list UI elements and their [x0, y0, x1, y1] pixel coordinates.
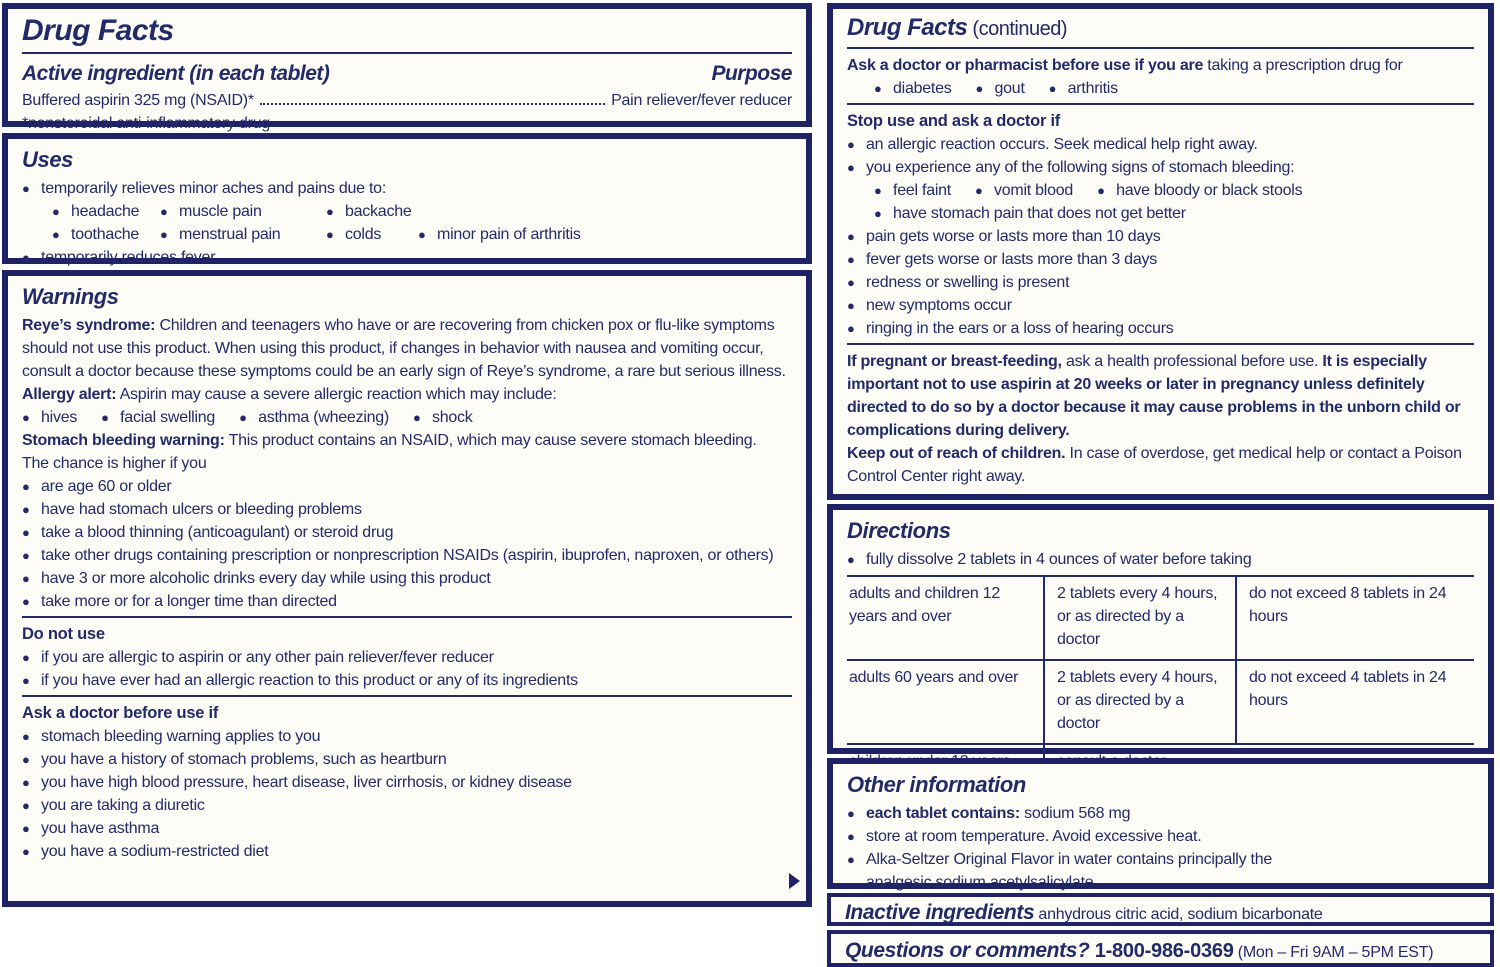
reyes-label: Reye’s syndrome:	[22, 317, 156, 334]
dosage-cell-max: do not exceed 8 tablets in 24 hours	[1235, 575, 1474, 659]
divider	[847, 103, 1474, 105]
allergy-bullets	[22, 406, 792, 429]
directions-bullet: ● fully dissolve 2 tablets in 4 ounces of water before taking	[847, 548, 1474, 571]
ask-pharmacist-rest: taking a prescription drug for	[1203, 57, 1403, 74]
condition-item: ● diabetes	[874, 77, 952, 100]
ask-pharmacist-bullets	[874, 77, 1474, 100]
ask-doctor-item: ● you have high blood pressure, heart disease, liver cirrhosis, or kidney disease	[22, 771, 792, 794]
chance-item: ● have 3 or more alcoholic drinks every day while using this product	[22, 567, 792, 590]
keep-out-paragraph	[847, 442, 1474, 488]
drug-facts-continued-title	[847, 13, 1474, 44]
stop-use-item: ● pain gets worse or lasts more than 10 days	[847, 225, 1474, 248]
use-item: ● colds	[326, 223, 418, 246]
inactive-ingredients-text: anhydrous citric acid, sodium bicarbonate	[1034, 906, 1323, 923]
stop-use-item: ● redness or swelling is present	[847, 271, 1474, 294]
warnings-heading: Warnings	[22, 284, 119, 309]
phone-hours: (Mon – Fri 9AM – 5PM EST)	[1233, 944, 1434, 961]
ask-doctor-item: ● you are taking a diuretic	[22, 794, 792, 817]
left-panel	[2, 3, 812, 967]
use-item: ● menstrual pain	[160, 223, 326, 246]
bleeding-signs	[874, 179, 1474, 202]
other-info-item	[847, 802, 1474, 825]
reyes-paragraph	[22, 314, 792, 383]
uses-heading: Uses	[22, 147, 73, 172]
dosage-cell-dose: 2 tablets every 4 hours, or as directed by a doctor	[1043, 575, 1235, 659]
sign-item: ● have stomach pain that does not get better	[874, 202, 1474, 225]
dotted-leader	[260, 103, 605, 105]
use-item: ● muscle pain	[160, 200, 326, 223]
do-not-use-heading: Do not use	[22, 625, 105, 643]
divider	[22, 695, 792, 697]
sodium-value: sodium 568 mg	[1019, 805, 1131, 822]
use-item: ● minor pain of arthritis	[418, 223, 792, 246]
purpose-heading: Purpose	[711, 62, 792, 85]
chance-item: ● have had stomach ulcers or bleeding problems	[22, 498, 792, 521]
chance-item: ● are age 60 or older	[22, 475, 792, 498]
chance-item: ● take a blood thinning (anticoagulant) or steroid drug	[22, 521, 792, 544]
allergy-text: Aspirin may cause a severe allergic reaction which may include:	[116, 386, 557, 403]
ask-doctor-item: ● you have a history of stomach problems, such as heartburn	[22, 748, 792, 771]
reyes-text: Children and teenagers who have or are recovering from chicken pox or flu-like symptoms should not use this product. When using this product, if changes in behavior with nausea and vomiting occur, consult a doctor because these symptoms could be an early sign of Reye’s syndrome, a rare but serious illness.	[22, 317, 786, 380]
ask-doctor-item: ● stomach bleeding warning applies to you	[22, 725, 792, 748]
stomach-text: This product contains an NSAID, which may cause severe stomach bleeding.	[224, 432, 757, 449]
dosage-cell-who: adults and children 12 years and over	[847, 575, 1043, 659]
stop-use-item: ● an allergic reaction occurs. Seek medical help right away.	[847, 133, 1474, 156]
inactive-ingredients-box	[827, 893, 1494, 926]
divider	[22, 616, 792, 618]
allergy-item: ● asthma (wheezing)	[239, 406, 389, 429]
directions-box	[827, 504, 1494, 754]
continued-box	[827, 3, 1494, 500]
stop-use-item: ● new symptoms occur	[847, 294, 1474, 317]
continued-arrow-icon	[789, 873, 800, 889]
active-ingredient-box	[2, 3, 812, 132]
use-item: ● toothache	[52, 223, 160, 246]
sign-item: ● vomit blood	[975, 179, 1073, 202]
other-information-box	[827, 758, 1494, 889]
drug-facts-title: Drug Facts	[22, 14, 174, 47]
allergy-label: Allergy alert:	[22, 386, 117, 403]
stop-use-item: ● ringing in the ears or a loss of hearing occurs	[847, 317, 1474, 340]
do-not-use-item: ● if you have ever had an allergic reaction to this product or any of its ingredients	[22, 669, 792, 692]
other-info-item: ● Alka-Seltzer Original Flavor in water contains principally the analgesic sodium acetylsalicylate	[847, 848, 1317, 894]
pregnancy-bold: If pregnant or breast-feeding,	[847, 353, 1062, 370]
ingredient-name: Buffered aspirin 325 mg (NSAID)*	[22, 92, 254, 109]
pregnancy-warning-bold: It is especially important not to use aspirin at 20 weeks or later in pregnancy unless definitely directed to do so by a doctor because it may cause problems in the unborn child or complications during delivery.	[847, 353, 1461, 439]
ask-pharmacist-bold: Ask a doctor or pharmacist before use if you are	[847, 57, 1204, 74]
stomach-paragraph	[22, 429, 792, 452]
right-panel	[827, 3, 1494, 967]
do-not-use-item: ● if you are allergic to aspirin or any other pain reliever/fever reducer	[22, 646, 792, 669]
warnings-box	[2, 270, 812, 907]
drug-facts-title: Drug Facts	[847, 14, 968, 41]
uses-intro: ● temporarily relieves minor aches and pains due to:	[22, 177, 792, 200]
phone-number: 1-800-986-0369	[1089, 940, 1234, 962]
pregnancy-paragraph	[847, 350, 1474, 442]
use-item: ● backache	[326, 200, 418, 223]
pregnancy-regular: ask a health professional before use.	[1061, 353, 1323, 370]
divider	[847, 343, 1474, 345]
stomach-label: Stomach bleeding warning:	[22, 432, 225, 449]
stop-use-item: ● you experience any of the following signs of stomach bleeding:	[847, 156, 1474, 179]
dosage-cell-dose: 2 tablets every 4 hours, or as directed by a doctor	[1043, 659, 1235, 743]
divider	[847, 47, 1474, 49]
allergy-item: ● facial swelling	[101, 406, 215, 429]
other-info-item: ● store at room temperature. Avoid excessive heat.	[847, 825, 1474, 848]
ask-pharmacist-lead	[847, 54, 1474, 77]
dosage-table	[847, 575, 1474, 775]
sign-item: ● have bloody or black stools	[1097, 179, 1302, 202]
chance-intro: The chance is higher if you	[22, 455, 207, 472]
continued-suffix: (continued)	[967, 18, 1067, 40]
questions-heading: Questions or comments?	[845, 939, 1090, 962]
directions-heading: Directions	[847, 518, 951, 543]
ask-doctor-item: ● you have asthma	[22, 817, 792, 840]
use-item: ● headache	[52, 200, 160, 223]
ask-doctor-heading: Ask a doctor before use if	[22, 704, 219, 722]
sodium-label: each tablet contains:	[866, 805, 1020, 822]
chance-item: ● take more or for a longer time than directed	[22, 590, 792, 613]
uses-sub-bullets	[52, 200, 792, 246]
condition-item: ● gout	[976, 77, 1025, 100]
uses-fever: ● temporarily reduces fever	[22, 246, 792, 269]
condition-item: ● arthritis	[1049, 77, 1118, 100]
other-information-heading: Other information	[847, 772, 1026, 797]
questions-box	[827, 930, 1494, 967]
uses-box	[2, 133, 812, 264]
divider	[22, 52, 792, 54]
nsaid-footnote: *nonsteroidal anti-inflammatory drug	[22, 115, 271, 132]
stop-use-item: ● fever gets worse or lasts more than 3 days	[847, 248, 1474, 271]
stop-use-heading: Stop use and ask a doctor if	[847, 112, 1061, 130]
keep-out-bold: Keep out of reach of children.	[847, 445, 1066, 462]
ingredient-row	[22, 89, 792, 112]
dosage-cell-max: do not exceed 4 tablets in 24 hours	[1235, 659, 1474, 743]
allergy-item: ● shock	[413, 406, 473, 429]
ask-doctor-item: ● you have a sodium-restricted diet	[22, 840, 792, 863]
allergy-paragraph	[22, 383, 792, 406]
chance-item: ● take other drugs containing prescription or nonprescription NSAIDs (aspirin, ibuprofen, naproxen, or others)	[22, 544, 792, 567]
dosage-cell-who: adults 60 years and over	[847, 659, 1043, 743]
keep-out-regular: In case of overdose, get medical help or contact a Poison Control Center right away.	[847, 445, 1462, 485]
inactive-ingredients-heading: Inactive ingredients	[845, 901, 1035, 924]
allergy-item: ● hives	[22, 406, 77, 429]
active-ingredient-heading: Active ingredient (in each tablet)	[22, 62, 330, 85]
sign-item: ● feel faint	[874, 179, 951, 202]
ingredient-purpose: Pain reliever/fever reducer	[611, 92, 792, 109]
